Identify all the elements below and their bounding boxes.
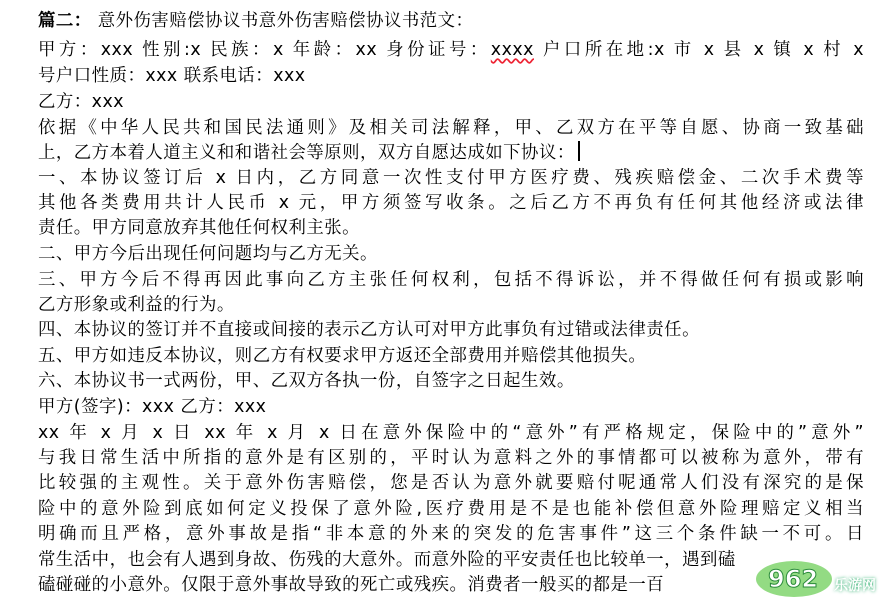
doc-line-8: 其他各类费用共计人民币 x 元，甲方须签写收条。之后乙方不再负有任何其他经济或法律 xyxy=(38,193,864,213)
doc-line-14: 五、甲方如违反本协议，则乙方有权要求甲方返还全部费用并赔偿其他损失。 xyxy=(38,346,647,366)
doc-line-12: 乙方形象或利益的行为。 xyxy=(38,295,235,315)
section-heading: 篇二： xyxy=(38,11,92,31)
doc-line-10: 二、甲方今后出现任何问题均与乙方无关。 xyxy=(38,244,378,264)
text-cursor xyxy=(578,141,580,161)
doc-line-13: 四、本协议的签订并不直接或间接的表示乙方认可对甲方此事负有过错或法律责任。 xyxy=(38,320,700,340)
doc-line-1 xyxy=(38,9,864,33)
doc-line-20: 险中的意外险到底如何定义投保了意外险,医疗费用是不是也能补偿但意外险理赔定义相当 xyxy=(38,499,864,519)
watermark-brand: 962 xyxy=(768,565,819,593)
doc-line-17: xx 年 x 月 x 日 xx 年 x 月 x 日在意外保险中的“意外”有严格规定，保险中的”意外” xyxy=(38,423,864,443)
doc-line-6 xyxy=(38,141,864,165)
doc-line-16: 甲方(签字)：xxx 乙方：xxx xyxy=(38,397,267,417)
doc-line-4: 乙方：xxx xyxy=(38,92,125,112)
doc-line-9: 责任。甲方同意放弃其他任何权利主张。 xyxy=(38,218,361,238)
doc-line-18: 与我日常生活中所指的意外是有区别的，平时认为意料之外的事情都可以被称为意外，带有 xyxy=(38,448,864,468)
doc-line-6-text: 上，乙方本着人道主义和和谐社会等原则，双方自愿达成如下协议： xyxy=(38,143,575,163)
doc-line-2: 甲方：xxx 性别:x 民族：x 年龄：xx 身份证号：xxxx 户口所在地:x 市 x 县 x 镇 x 村 x xyxy=(38,40,864,60)
heading-rest: 意外伤害赔偿协议书意外伤害赔偿协议书范文： xyxy=(91,11,474,31)
doc-line-7: 一、本协议签订后 x 日内，乙方同意一次性支付甲方医疗费、残疾赔偿金、二次手术费等 xyxy=(38,168,864,188)
doc-line-5: 依据《中华人民共和国民法通则》及相关司法解释，甲、乙双方在平等自愿、协商一致基础 xyxy=(38,118,864,138)
doc-line-3: 号户口性质：xxx 联系电话：xxx xyxy=(38,66,306,86)
doc-line-22: 常生活中，也会有人遇到身故、伤残的大意外。而意外险的平安责任也比较单一，遇到磕 xyxy=(38,550,736,570)
doc-line-21: 明确而且严格，意外事故是指“非本意的外来的突发的危害事件”这三个条件缺一不可。日 xyxy=(38,524,864,544)
doc-line-19: 比较强的主观性。关于意外伤害赔偿，您是否认为意外就要赔付呢通常人们没有深究的是保 xyxy=(38,473,864,493)
spellcheck-word: xxxx xyxy=(490,40,534,60)
watermark-label: 乐游网 xyxy=(834,578,876,594)
site-watermark xyxy=(754,549,884,601)
doc-line-15: 六、本协议书一式两份，甲、乙双方各执一份，自签字之日起生效。 xyxy=(38,371,575,391)
doc-line-23: 磕碰碰的小意外。仅限于意外事故导致的死亡或残疾。消费者一般买的都是一百 xyxy=(38,575,665,595)
doc-line-11: 三、甲方今后不得再因此事向乙方主张任何权利，包括不得诉讼，并不得做任何有损或影响 xyxy=(38,270,864,290)
